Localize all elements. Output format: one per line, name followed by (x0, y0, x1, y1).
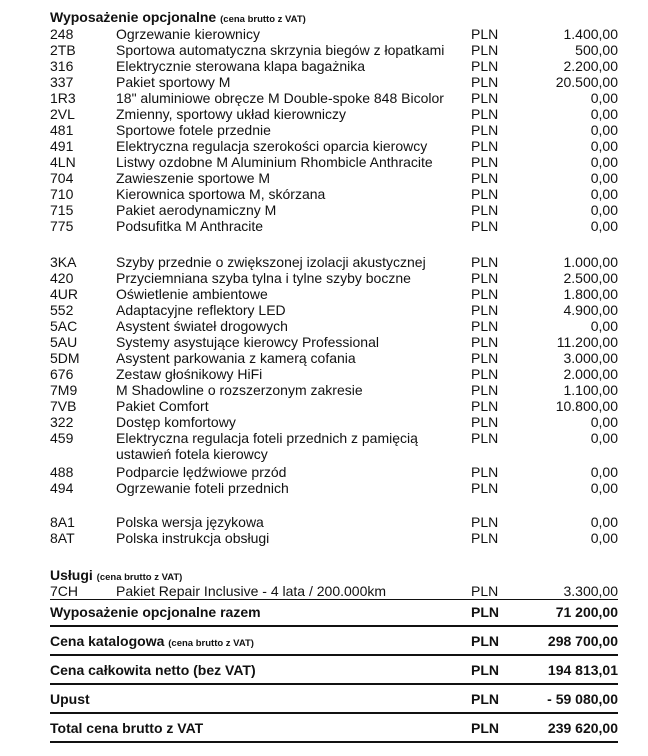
options-section-title (50, 9, 306, 25)
options-title: Wyposażenie opcjonalne (50, 9, 217, 25)
services-section-title (50, 567, 182, 583)
item-name: Pakiet Comfort (116, 398, 209, 414)
net-total-row (50, 659, 618, 681)
list-item (0, 382, 648, 398)
item-price: 0,00 (590, 90, 618, 106)
item-currency: PLN (471, 26, 499, 42)
item-price: 20.500,00 (555, 74, 618, 90)
item-price: 10.800,00 (555, 398, 618, 414)
item-name: Ogrzewanie kierownicy (116, 26, 260, 42)
item-currency: PLN (471, 218, 499, 234)
item-price: 3.300,00 (563, 583, 618, 599)
item-currency: PLN (471, 382, 499, 398)
item-currency: PLN (471, 154, 499, 170)
item-currency: PLN (471, 334, 499, 350)
divider (50, 741, 618, 743)
item-name: Ogrzewanie foteli przednich (116, 480, 289, 496)
list-item (0, 58, 648, 74)
list-item (0, 254, 648, 270)
catalog-price-label: Cena katalogowa (50, 633, 165, 649)
item-price: 500,00 (575, 42, 618, 58)
item-currency: PLN (471, 202, 499, 218)
item-code: 2VL (50, 106, 75, 122)
divider (50, 683, 618, 685)
item-price: 1.100,00 (563, 382, 618, 398)
item-name: Elektryczna regulacja foteli przednich z pamięcią (116, 430, 418, 446)
list-item (0, 286, 648, 302)
item-code: 4LN (50, 154, 76, 170)
item-currency: PLN (471, 583, 499, 599)
item-code: 8A1 (50, 514, 75, 530)
item-code: 7CH (50, 583, 79, 599)
item-name: Polska instrukcja obsługi (116, 530, 270, 546)
item-currency: PLN (471, 106, 499, 122)
item-name: Kierownica sportowa M, skórzana (116, 186, 326, 202)
gross-total-value: 239 620,00 (547, 720, 618, 736)
item-code: 488 (50, 464, 74, 480)
list-item (0, 430, 648, 462)
options-total-row (50, 601, 618, 623)
item-name: Zestaw głośnikowy HiFi (116, 366, 263, 382)
item-name: Asystent parkowania z kamerą cofania (116, 350, 356, 366)
options-total-value: 71 200,00 (555, 604, 618, 620)
list-item (0, 414, 648, 430)
catalog-price-currency: PLN (471, 633, 499, 649)
item-name: Asystent świateł drogowych (116, 318, 288, 334)
list-item (0, 270, 648, 286)
item-code: 775 (50, 218, 74, 234)
list-item (0, 122, 648, 138)
list-item (0, 186, 648, 202)
item-price: 0,00 (590, 414, 618, 430)
item-code: 3KA (50, 254, 77, 270)
item-name: Podsufitka M Anthracite (116, 218, 264, 234)
item-currency: PLN (471, 74, 499, 90)
catalog-price-row (50, 630, 618, 652)
list-item (0, 398, 648, 414)
item-price: 0,00 (590, 530, 618, 546)
net-total-value: 194 813,01 (547, 662, 618, 678)
catalog-price-value: 298 700,00 (547, 633, 618, 649)
item-currency: PLN (471, 514, 499, 530)
item-currency: PLN (471, 254, 499, 270)
list-item (0, 514, 648, 530)
gross-total-currency: PLN (471, 720, 499, 736)
item-code: 459 (50, 430, 74, 446)
item-price: 0,00 (590, 154, 618, 170)
item-name: M Shadowline o rozszerzonym zakresie (116, 382, 363, 398)
item-price: 0,00 (590, 464, 618, 480)
item-currency: PLN (471, 318, 499, 334)
item-code: 710 (50, 186, 74, 202)
list-item (0, 90, 648, 106)
item-name: Elektrycznie sterowana klapa bagażnika (116, 58, 366, 74)
item-name: Elektryczna regulacja szerokości oparcia kierowcy (116, 138, 428, 154)
item-price: 2.500,00 (563, 270, 618, 286)
item-code: 248 (50, 26, 74, 42)
item-currency: PLN (471, 270, 499, 286)
item-price: 11.200,00 (556, 334, 618, 350)
discount-currency: PLN (471, 691, 499, 707)
item-code: 494 (50, 480, 74, 496)
item-name: Przyciemniana szyba tylna i tylne szyby boczne (116, 270, 411, 286)
item-code: 316 (50, 58, 74, 74)
item-name: Listwy ozdobne M Aluminium Rhombicle Anthracite (116, 154, 433, 170)
list-item (0, 26, 648, 42)
item-code: 676 (50, 366, 74, 382)
item-name-continued: ustawień fotela kierowcy (116, 446, 268, 462)
divider (50, 625, 618, 627)
item-price: 1.800,00 (563, 286, 618, 302)
item-name: Pakiet aerodynamiczny M (116, 202, 277, 218)
list-item (0, 480, 648, 496)
item-name: Oświetlenie ambientowe (116, 286, 268, 302)
item-price: 0,00 (590, 430, 618, 446)
item-name: Systemy asystujące kierowcy Professional (116, 334, 379, 350)
item-currency: PLN (471, 398, 499, 414)
item-currency: PLN (471, 366, 499, 382)
item-currency: PLN (471, 530, 499, 546)
list-item (0, 74, 648, 90)
item-currency: PLN (471, 90, 499, 106)
item-price: 0,00 (590, 170, 618, 186)
item-name: Sportowa automatyczna skrzynia biegów z łopatkami (116, 42, 445, 58)
item-currency: PLN (471, 186, 499, 202)
item-price: 0,00 (590, 218, 618, 234)
list-item (0, 170, 648, 186)
item-code: 4UR (50, 286, 79, 302)
gross-total-label: Total cena brutto z VAT (50, 720, 204, 736)
item-currency: PLN (471, 480, 499, 496)
catalog-price-note: (cena brutto z VAT) (168, 638, 254, 649)
services-title-note: (cena brutto z VAT) (96, 572, 183, 583)
list-item (0, 318, 648, 334)
item-price: 2.000,00 (563, 366, 618, 382)
item-currency: PLN (471, 430, 499, 446)
item-price: 3.000,00 (563, 350, 618, 366)
gross-total-row (50, 717, 618, 739)
item-name: 18" aluminiowe obręcze M Double-spoke 848 Bicolor (116, 90, 444, 106)
net-total-label: Cena całkowita netto (bez VAT) (50, 662, 256, 678)
item-price: 1.000,00 (563, 254, 618, 270)
list-item (0, 302, 648, 318)
item-code: 5AU (50, 334, 78, 350)
list-item (0, 218, 648, 234)
item-code: 2TB (50, 42, 76, 58)
item-code: 337 (50, 74, 74, 90)
list-item (0, 42, 648, 58)
list-item (0, 138, 648, 154)
item-code: 420 (50, 270, 74, 286)
item-name: Polska wersja językowa (116, 514, 264, 530)
item-price: 0,00 (590, 514, 618, 530)
options-title-note: (cena brutto z VAT) (220, 14, 306, 25)
item-code: 481 (50, 122, 74, 138)
item-price: 2.200,00 (563, 58, 618, 74)
item-price: 0,00 (590, 138, 618, 154)
item-currency: PLN (471, 42, 499, 58)
item-code: 552 (50, 302, 74, 318)
list-item (0, 202, 648, 218)
item-name: Zmienny, sportowy układ kierowniczy (116, 106, 347, 122)
item-code: 1R3 (50, 90, 76, 106)
list-item (0, 154, 648, 170)
item-code: 5DM (50, 350, 80, 366)
list-item (0, 583, 648, 599)
item-currency: PLN (471, 464, 499, 480)
item-code: 5AC (50, 318, 78, 334)
item-currency: PLN (471, 350, 499, 366)
item-name: Sportowe fotele przednie (116, 122, 271, 138)
list-item (0, 334, 648, 350)
item-name: Dostęp komfortowy (116, 414, 236, 430)
item-price: 4.900,00 (563, 302, 618, 318)
item-currency: PLN (471, 58, 499, 74)
item-code: 7VB (50, 398, 77, 414)
item-code: 715 (50, 202, 74, 218)
item-currency: PLN (471, 414, 499, 430)
options-total-label: Wyposażenie opcjonalne razem (50, 604, 261, 620)
options-total-currency: PLN (471, 604, 499, 620)
item-currency: PLN (471, 170, 499, 186)
list-item (0, 350, 648, 366)
item-price: 0,00 (590, 318, 618, 334)
item-name: Adaptacyjne reflektory LED (116, 302, 286, 318)
item-code: 322 (50, 414, 74, 430)
discount-label: Upust (50, 691, 90, 707)
net-total-currency: PLN (471, 662, 499, 678)
item-price: 1.400,00 (563, 26, 618, 42)
item-name: Szyby przednie o zwiększonej izolacji akustycznej (116, 254, 426, 270)
item-price: 0,00 (590, 186, 618, 202)
item-code: 491 (50, 138, 74, 154)
item-currency: PLN (471, 286, 499, 302)
divider (50, 599, 618, 600)
item-code: 8AT (50, 530, 75, 546)
item-price: 0,00 (590, 106, 618, 122)
divider (50, 712, 618, 714)
item-price: 0,00 (590, 202, 618, 218)
item-currency: PLN (471, 122, 499, 138)
item-name: Zawieszenie sportowe M (116, 170, 271, 186)
item-currency: PLN (471, 302, 499, 318)
item-name: Pakiet Repair Inclusive - 4 lata / 200.000km (116, 583, 387, 599)
item-currency: PLN (471, 138, 499, 154)
item-name: Pakiet sportowy M (116, 74, 231, 90)
item-price: 0,00 (590, 122, 618, 138)
list-item (0, 530, 648, 546)
list-item (0, 106, 648, 122)
list-item (0, 366, 648, 382)
item-price: 0,00 (590, 480, 618, 496)
discount-value: - 59 080,00 (547, 691, 618, 707)
divider (50, 654, 618, 656)
item-code: 704 (50, 170, 74, 186)
item-code: 7M9 (50, 382, 78, 398)
list-item (0, 464, 648, 480)
services-title: Usługi (50, 567, 93, 583)
discount-row (50, 688, 618, 710)
item-name: Podparcie lędźwiowe przód (116, 464, 287, 480)
